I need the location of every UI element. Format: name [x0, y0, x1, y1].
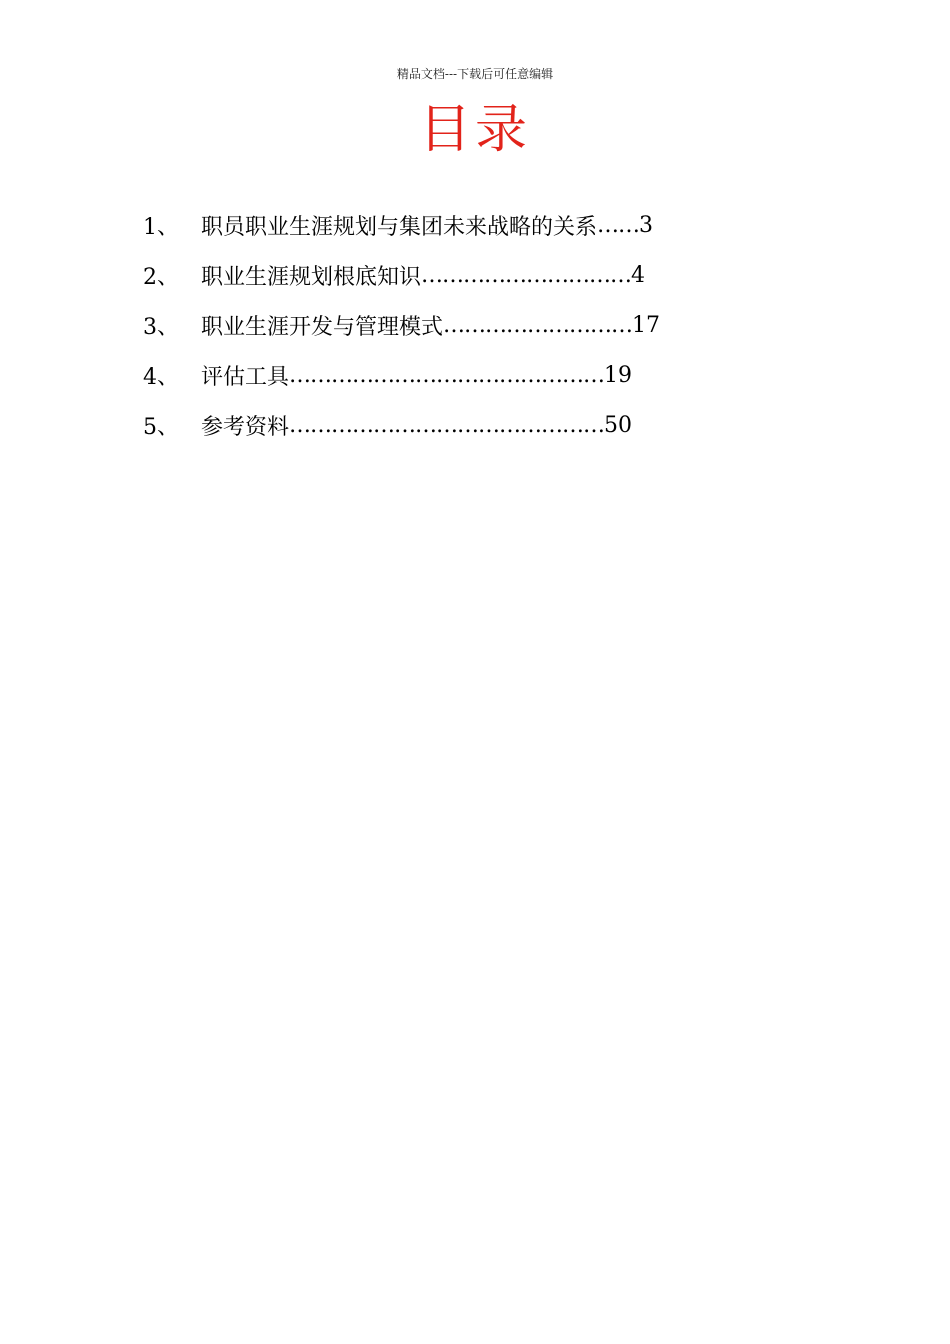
toc-entry-text: 参考资料 [201, 414, 290, 440]
toc-entry-leader: ……………………………………… [289, 362, 605, 388]
toc-entry-1[interactable] [143, 200, 763, 250]
toc-entry-5[interactable] [143, 400, 763, 450]
toc-entry-page: 3 [639, 212, 654, 238]
toc-entry-page: 4 [631, 262, 646, 288]
toc-entry-number: 1、 [143, 214, 179, 240]
toc-entry-leader: …… [597, 212, 640, 238]
toc-entry-number: 2、 [143, 264, 179, 290]
toc-entry-4[interactable] [143, 350, 763, 400]
toc-entry-number: 5、 [143, 414, 179, 440]
toc-entry-3[interactable] [143, 300, 763, 350]
toc-entry-text: 职业生涯开发与管理模式 [201, 314, 444, 340]
toc-entry-text: 职员职业生涯规划与集团未来战略的关系 [201, 214, 598, 240]
toc-entry-text: 评估工具 [201, 364, 290, 390]
toc-entry-number: 4、 [143, 364, 179, 390]
toc-entry-leader: ……………………… [443, 312, 633, 338]
toc-entry-text: 职业生涯规划根底知识 [201, 264, 422, 290]
toc-entry-page: 19 [604, 362, 633, 388]
toc-entry-2[interactable] [143, 250, 763, 300]
toc-entry-leader: ……………………………………… [289, 412, 605, 438]
toc-entry-number: 3、 [143, 314, 179, 340]
toc-entry-leader: ………………………… [421, 262, 632, 288]
toc-title: 目录 [418, 100, 531, 160]
toc-entry-page: 17 [632, 312, 661, 338]
table-of-contents [143, 200, 763, 450]
page-header: 精品文档---下载后可任意编辑 [396, 67, 554, 81]
toc-entry-page: 50 [604, 412, 633, 438]
